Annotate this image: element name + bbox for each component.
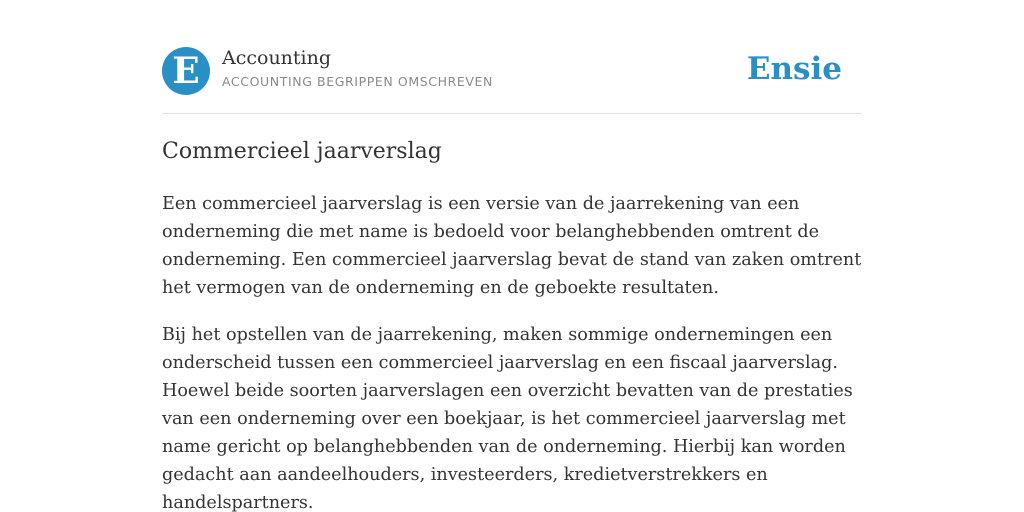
site-logo-icon[interactable]: E	[162, 47, 210, 95]
site-subtitle: ACCOUNTING BEGRIPPEN OMSCHREVEN	[222, 74, 493, 89]
article	[162, 136, 867, 512]
site-title[interactable]: Accounting	[222, 47, 332, 69]
article-paragraph-1: Een commercieel jaarverslag is een versie van de jaarrekening van een onderneming die met name is bedoeld voor belanghebbenden omtrent de onderneming. Een commercieel jaarverslag bevat de stand van zaken omtrent het vermogen van de onderneming en de geboekte resultaten.	[162, 194, 862, 298]
header	[162, 46, 862, 114]
brand-logo[interactable]: Ensie	[746, 51, 842, 87]
article-title: Commercieel jaarverslag	[162, 139, 442, 164]
article-paragraph-2: Bij het opstellen van de jaarrekening, maken sommige ondernemingen een onderscheid tussen een commercieel jaarverslag en een fiscaal jaarverslag. Hoewel beide soorten jaarverslagen een overzicht bevatten van de prestaties van een onderneming over een boekjaar, is het commercieel jaarverslag met name gericht op belanghebbenden van de onderneming. Hierbij kan worden gedacht aan aandeelhouders, investeerders, kredietverstrekkers en handelspartners.	[162, 325, 853, 512]
